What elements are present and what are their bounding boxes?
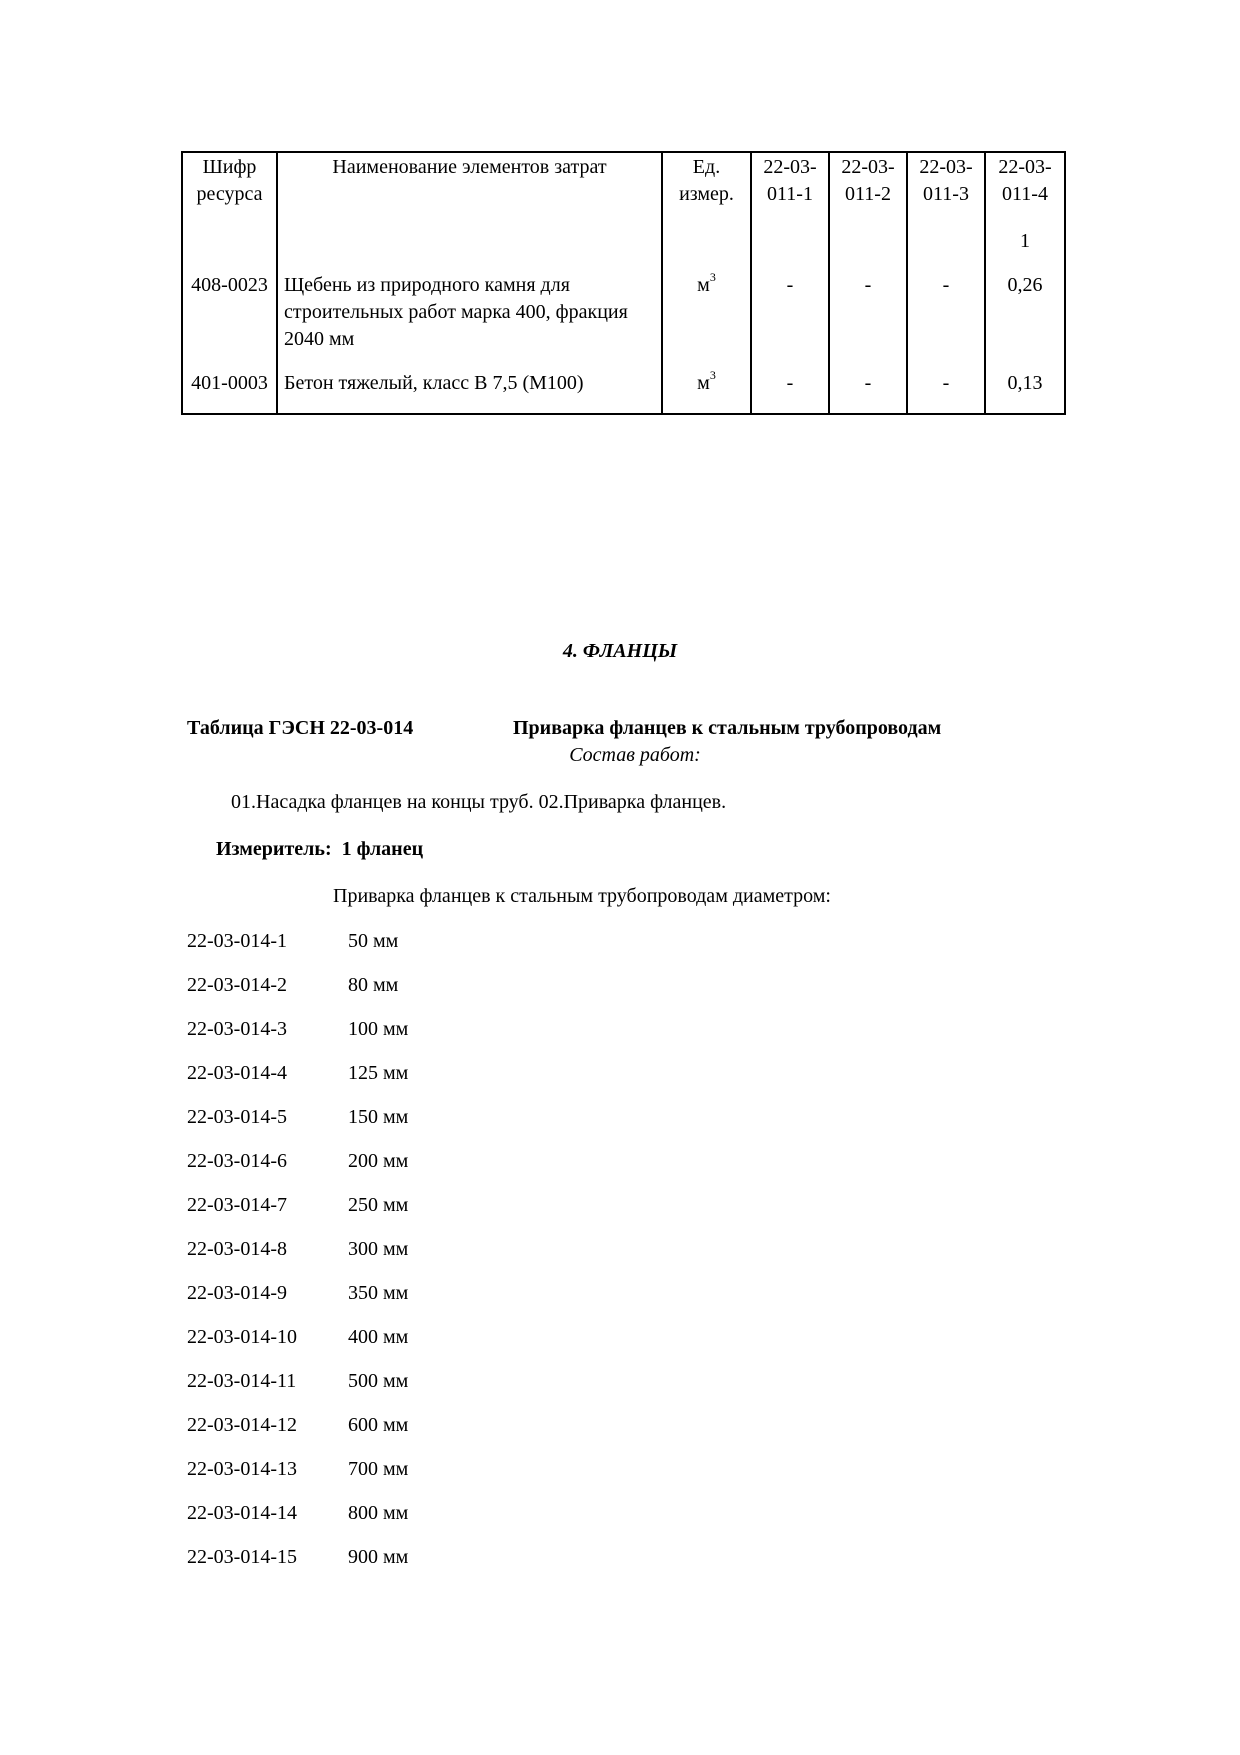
row-unit <box>662 370 751 414</box>
header-col-1-line1: 22-03- <box>763 156 817 178</box>
header-unit-line2: измер. <box>679 183 734 205</box>
list-item <box>187 1194 408 1238</box>
item-size: 400 мм <box>348 1326 409 1348</box>
list-item <box>187 1018 408 1062</box>
item-list <box>187 930 408 1590</box>
row-value-1: - <box>751 272 829 370</box>
unit-text: м <box>697 372 710 394</box>
header-col-4-line1: 22-03- <box>998 156 1052 178</box>
row-code: 408-0023 <box>182 272 277 370</box>
cell-empty <box>662 228 751 272</box>
list-item <box>187 1458 408 1502</box>
cell-empty <box>277 228 662 272</box>
header-col-1-line2: 011-1 <box>767 183 813 205</box>
header-unit-line1: Ед. <box>692 156 721 178</box>
item-code: 22-03-014-15 <box>187 1546 297 1568</box>
item-size: 350 мм <box>348 1282 409 1304</box>
header-col-3-line2: 011-3 <box>923 183 969 205</box>
cell-empty <box>751 228 829 272</box>
item-size: 250 мм <box>348 1194 409 1216</box>
item-code: 22-03-014-5 <box>187 1106 287 1128</box>
item-size: 500 мм <box>348 1370 409 1392</box>
list-item <box>187 1414 408 1458</box>
cell-empty <box>182 228 277 272</box>
header-col-4-line2: 011-4 <box>1002 183 1048 205</box>
item-code: 22-03-014-14 <box>187 1502 297 1524</box>
list-item <box>187 974 408 1018</box>
list-intro: Приварка фланцев к стальным трубопроводам диаметром: <box>333 885 831 907</box>
column-number: 1 <box>985 228 1065 272</box>
item-code: 22-03-014-2 <box>187 974 287 996</box>
list-item <box>187 1062 408 1106</box>
header-col-1 <box>751 152 829 228</box>
cell-empty <box>907 228 985 272</box>
item-code: 22-03-014-4 <box>187 1062 287 1084</box>
list-item <box>187 1370 408 1414</box>
row-value-3: - <box>907 272 985 370</box>
list-item <box>187 930 408 974</box>
item-size: 700 мм <box>348 1458 409 1480</box>
header-col-2-line1: 22-03- <box>841 156 895 178</box>
item-size: 200 мм <box>348 1150 409 1172</box>
item-code: 22-03-014-6 <box>187 1150 287 1172</box>
list-item <box>187 1106 408 1150</box>
column-number-row <box>182 228 1065 272</box>
item-size: 150 мм <box>348 1106 409 1128</box>
header-col-4 <box>985 152 1065 228</box>
item-code: 22-03-014-10 <box>187 1326 297 1348</box>
item-code: 22-03-014-7 <box>187 1194 287 1216</box>
composition-heading: Состав работ: <box>569 744 701 766</box>
row-value-4: 0,26 <box>985 272 1065 370</box>
table-name: Приварка фланцев к стальным трубопроводам <box>513 717 942 739</box>
item-code: 22-03-014-8 <box>187 1238 287 1260</box>
item-code: 22-03-014-12 <box>187 1414 297 1436</box>
item-size: 50 мм <box>348 930 399 952</box>
row-name: Щебень из природного камня для строительных работ марка 400, фракция 2040 мм <box>277 272 662 370</box>
row-value-2: - <box>829 272 907 370</box>
item-size: 100 мм <box>348 1018 409 1040</box>
header-code-line2: ресурса <box>196 183 263 205</box>
header-code <box>182 152 277 228</box>
cell-empty <box>829 228 907 272</box>
list-item <box>187 1326 408 1370</box>
list-item <box>187 1502 408 1546</box>
item-size: 80 мм <box>348 974 399 996</box>
list-item <box>187 1282 408 1326</box>
list-item <box>187 1546 408 1590</box>
row-unit <box>662 272 751 370</box>
item-code: 22-03-014-11 <box>187 1370 297 1392</box>
item-size: 800 мм <box>348 1502 409 1524</box>
item-code: 22-03-014-13 <box>187 1458 297 1480</box>
row-value-3: - <box>907 370 985 414</box>
row-value-2: - <box>829 370 907 414</box>
table-row <box>182 370 1065 414</box>
row-code: 401-0003 <box>182 370 277 414</box>
header-unit <box>662 152 751 228</box>
list-item <box>187 1238 408 1282</box>
item-size: 600 мм <box>348 1414 409 1436</box>
table-label: Таблица ГЭСН 22-03-014 <box>187 717 414 739</box>
unit-text: м <box>697 274 710 296</box>
list-item <box>187 1150 408 1194</box>
header-code-line1: Шифр <box>202 156 257 178</box>
row-name: Бетон тяжелый, класс В 7,5 (М100) <box>277 370 662 414</box>
measure-line: Измеритель: 1 фланец <box>216 838 424 860</box>
resource-table <box>181 151 1066 415</box>
item-size: 125 мм <box>348 1062 409 1084</box>
header-name: Наименование элементов затрат <box>277 152 662 228</box>
item-code: 22-03-014-1 <box>187 930 287 952</box>
unit-superscript: 3 <box>709 270 716 285</box>
section-title: 4. ФЛАНЦЫ <box>562 640 678 662</box>
header-col-2-line2: 011-2 <box>845 183 891 205</box>
item-code: 22-03-014-9 <box>187 1282 287 1304</box>
row-value-4: 0,13 <box>985 370 1065 414</box>
item-code: 22-03-014-3 <box>187 1018 287 1040</box>
work-description: 01.Насадка фланцев на концы труб. 02.Приварка фланцев. <box>231 791 727 813</box>
table-row <box>182 272 1065 370</box>
row-value-1: - <box>751 370 829 414</box>
table-header-row <box>182 152 1065 228</box>
item-size: 900 мм <box>348 1546 409 1568</box>
header-col-3 <box>907 152 985 228</box>
header-col-2 <box>829 152 907 228</box>
unit-superscript: 3 <box>709 368 716 383</box>
header-col-3-line1: 22-03- <box>919 156 973 178</box>
item-size: 300 мм <box>348 1238 409 1260</box>
